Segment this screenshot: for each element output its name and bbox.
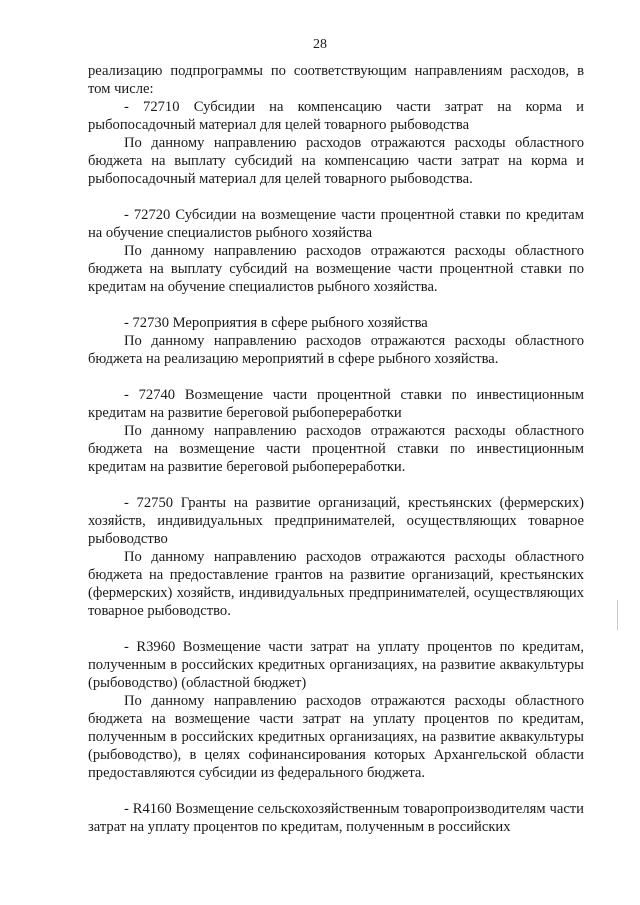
- paragraph-spacer: [88, 296, 584, 314]
- paragraph: По данному направлению расходов отражаются расходы областного бюджета на возмещение части процентной ставки по инвестиционным кредитам на развитие береговой рыбопереработки.: [88, 423, 584, 475]
- paragraph: По данному направлению расходов отражаются расходы областного бюджета на выплату субсидий на компенсацию части затрат на корма и рыбопосадочный материал для целей товарного рыбоводства.: [88, 135, 584, 187]
- paragraph: - 72730 Мероприятия в сфере рыбного хозяйства: [124, 315, 428, 331]
- paragraph: По данному направлению расходов отражаются расходы областного бюджета на выплату субсидий на возмещение части процентной ставки по кредитам на обучение специалистов рыбного хозяйства.: [88, 243, 584, 295]
- paragraph: По данному направлению расходов отражаются расходы областного бюджета на реализацию мероприятий в сфере рыбного хозяйства.: [88, 333, 584, 367]
- paragraph-spacer: [88, 188, 584, 206]
- paragraph-spacer: [88, 782, 584, 800]
- paragraph: - R3960 Возмещение части затрат на уплату процентов по кредитам, полученным в российских кредитных организациях, на развитие аквакультуры (рыбоводство) (областной бюджет): [88, 639, 584, 691]
- paragraph: - 72740 Возмещение части процентной ставки по инвестиционным кредитам на развитие береговой рыбопереработки: [88, 387, 584, 421]
- page-number: 28: [313, 37, 327, 52]
- paragraph: - R4160 Возмещение сельскохозяйственным товаропроизводителям части затрат на уплату процентов по кредитам, полученным в российских: [88, 801, 584, 835]
- paragraph-spacer: [88, 476, 584, 494]
- paragraph: реализацию подпрограммы по соответствующим направлениям расходов, в том числе:: [88, 63, 584, 97]
- paragraph-spacer: [88, 368, 584, 386]
- paragraph: - 72750 Гранты на развитие организаций, крестьянских (фермерских) хозяйств, индивидуальных предпринимателей, осуществляющих товарное рыбоводство: [88, 495, 584, 547]
- paragraph: - 72710 Субсидии на компенсацию части затрат на корма и рыбопосадочный материал для целей товарного рыбоводства: [88, 99, 584, 133]
- paragraph: По данному направлению расходов отражаются расходы областного бюджета на предоставление грантов на развитие организаций, крестьянских (фермерских) хозяйств, индивидуальных предпринимателей, осуществляющих товарное рыбоводство.: [88, 549, 584, 619]
- scan-artifact: [617, 600, 618, 630]
- document-body: [88, 62, 584, 836]
- paragraph: По данному направлению расходов отражаются расходы областного бюджета на возмещение части затрат на уплату процентов по кредитам, полученным в российских кредитных организациях, на развитие аквакультуры (рыбоводство), в целях софинансирования которых Архангельской области предоставляются субсидии из федерального бюджета.: [88, 693, 584, 781]
- paragraph: - 72720 Субсидии на возмещение части процентной ставки по кредитам на обучение специалистов рыбного хозяйства: [88, 207, 584, 241]
- paragraph-spacer: [88, 620, 584, 638]
